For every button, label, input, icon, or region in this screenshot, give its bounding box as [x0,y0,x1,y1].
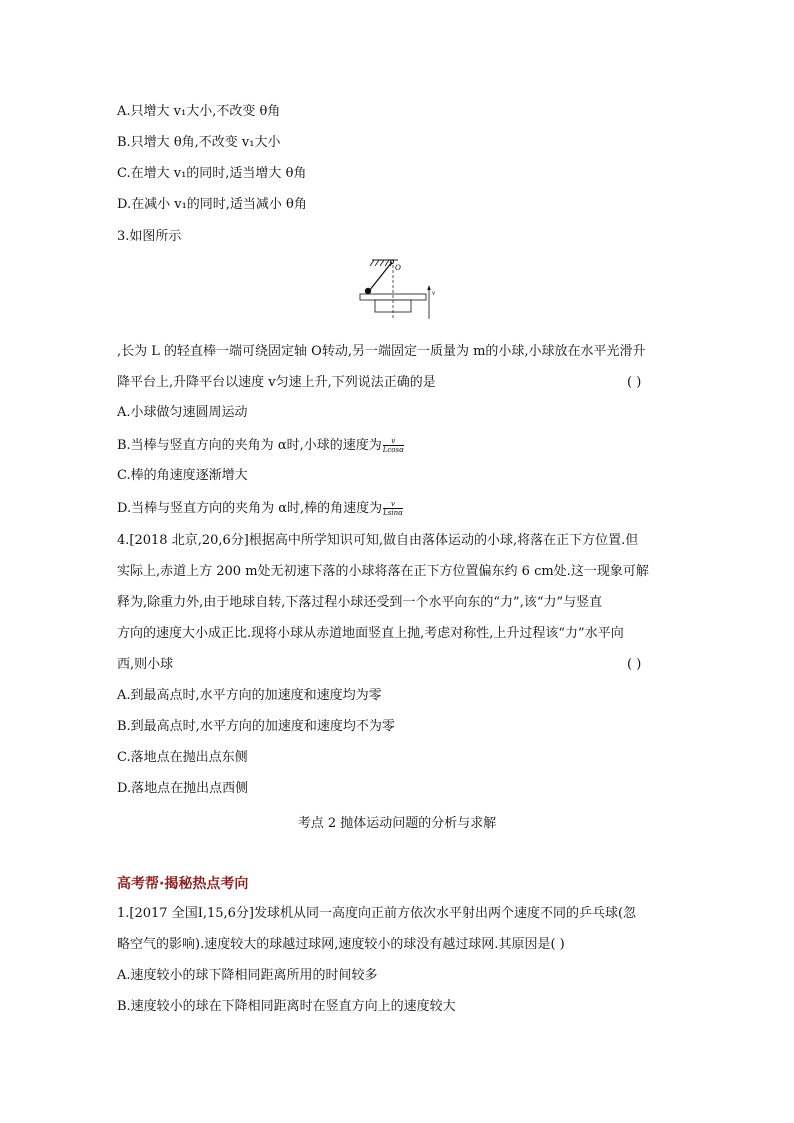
q3-option-d-numerator: v [383,500,403,509]
p1-line1: 1.[2017 全国Ⅰ,15,6分]发球机从同一高度向正前方依次水平射出两个速度不同的乒乓球(忽 [117,906,637,921]
q4-line4: 方向的速度大小成正比.现将小球从赤道地面竖直上抛,考虑对称性,上升过程该“力”水平向 [117,626,624,641]
q3-option-b-fraction [383,437,404,454]
q4-line1: 4.[2018 北京,20,6分]根据高中所学知识可知,做自由落体运动的小球,将落在正下方位置.但 [117,533,639,548]
section-title: 考点 2 抛体运动问题的分析与求解 [297,816,497,831]
q3-option-c: C.棒的角速度逐渐增大 [117,468,248,483]
q4-option-c: C.落地点在抛出点东侧 [117,750,248,765]
q2-option-c: C.在增大 v₁的同时,适当增大 θ角 [117,166,307,181]
q2-option-a: A.只增大 v₁大小,不改变 θ角 [117,104,281,119]
q3-option-a: A.小球做匀速圆周运动 [117,405,248,420]
q4-option-b: B.到最高点时,水平方向的加速度和速度均不为零 [117,719,395,734]
q3-option-b-denominator: Lcosα [382,446,404,454]
p1-option-b: B.速度较小的球在下降相同距离时在竖直方向上的速度较大 [117,999,456,1014]
q4-line5: 西,则小球 [117,657,174,672]
q3-option-d-text: D.当棒与竖直方向的夹角为 α时,棒的角速度为 [117,501,383,516]
p1-option-a: A.速度较小的球下降相同距离所用的时间较多 [117,968,378,983]
q4-option-a: A.到最高点时,水平方向的加速度和速度均为零 [117,688,382,703]
q3-figure [350,255,450,320]
q3-option-b-numerator: v [383,437,404,446]
q4-line3: 释为,除重力外,由于地球自转,下落过程小球还受到一个水平向东的“力”,该“力”与竖直 [117,595,603,610]
q3-option-d-fraction [383,500,403,517]
q3-stem-title: 3.如图所示 [117,229,182,244]
q2-option-d: D.在减小 v₁的同时,适当减小 θ角 [117,197,307,212]
q3-figure-label-o: O [395,263,401,272]
q3-option-d-denominator: Lsinα [383,509,403,517]
q3-option-d [117,500,403,517]
q2-option-b: B.只增大 θ角,不改变 v₁大小 [117,135,281,150]
q3-option-b [117,437,404,454]
q4-line2: 实际上,赤道上方 200 m处无初速下落的小球将落在正下方位置偏东约 6 cm处.这一现象可解 [117,564,649,579]
q3-figure-label-v: v [432,289,436,297]
subheading: 高考帮·揭秘热点考向 [117,876,249,892]
q3-body-line1: ,长为 L 的轻直棒一端可绕固定轴 O转动,另一端固定一质量为 m的小球,小球放在水平光滑升 [117,344,646,359]
q3-option-b-text: B.当棒与竖直方向的夹角为 α时,小球的速度为 [117,438,382,453]
p1-line2: 略空气的影响).速度较大的球越过球网,速度较小的球没有越过球网.其原因是( ) [117,937,565,952]
q3-answer-paren: ( ) [627,375,642,390]
q4-answer-paren: ( ) [627,657,642,672]
q3-body-line2: 降平台上,升降平台以速度 v匀速上升,下列说法正确的是 [117,375,436,390]
q4-option-d: D.落地点在抛出点西侧 [117,781,249,796]
